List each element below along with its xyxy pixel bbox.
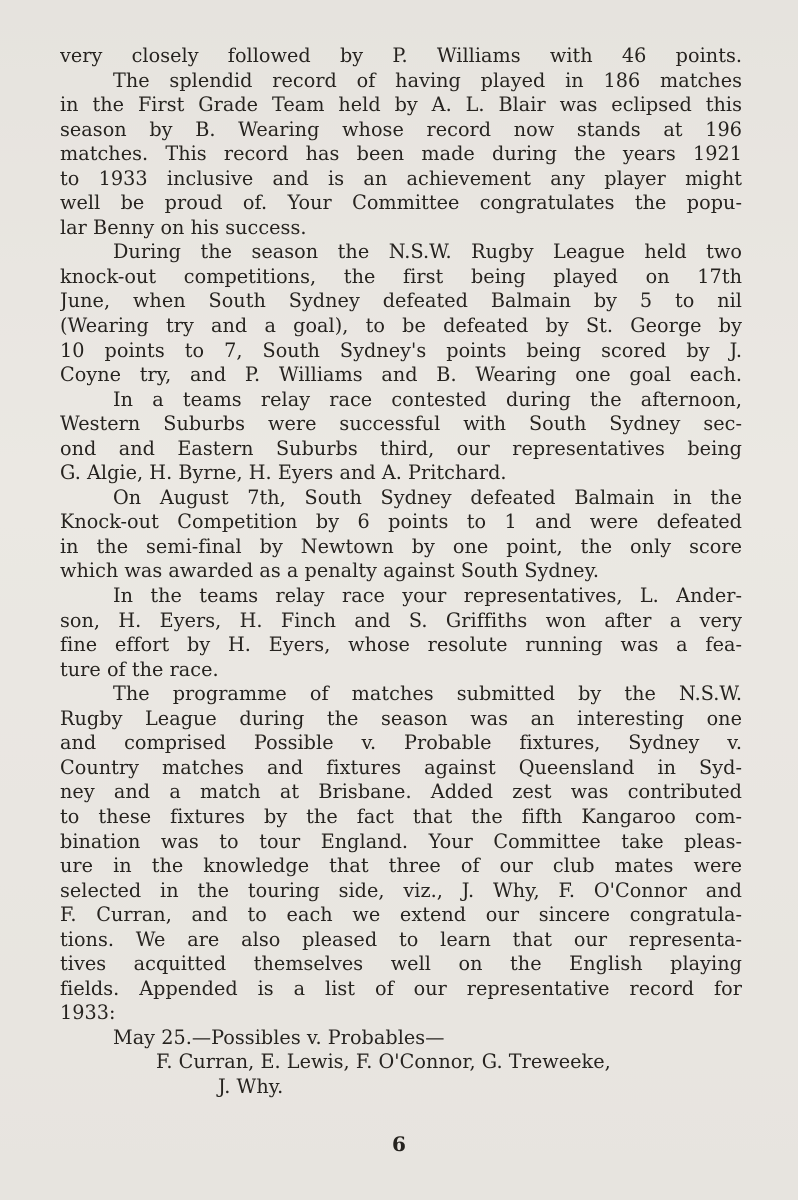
- paragraph-end-line: 1933:: [60, 1001, 116, 1025]
- text-line: tions. We are also pleased to learn that our representa-: [60, 927, 742, 951]
- paragraph-start-line: During the season the N.S.W. Rugby League held two: [113, 240, 742, 264]
- text-line: bination was to tour England. Your Committee take pleas-: [60, 829, 742, 853]
- text-line: to these fixtures by the fact that the fifth Kangaroo com-: [60, 804, 742, 828]
- text-line: Knock-out Competition by 6 points to 1 and were defeated: [60, 510, 742, 534]
- paragraph-start-line: On August 7th, South Sydney defeated Balmain in the: [113, 485, 742, 509]
- text-line: tives acquitted themselves well on the English playing: [60, 952, 742, 976]
- record-entry-names-continued: J. Why.: [218, 1074, 284, 1098]
- paragraph-start-line: In the teams relay race your representatives, L. Ander-: [113, 584, 742, 608]
- paragraph-end-line: which was awarded as a penalty against South Sydney.: [60, 559, 600, 583]
- text-line: selected in the touring side, viz., J. Why, F. O'Connor and: [60, 878, 742, 902]
- text-line: June, when South Sydney defeated Balmain by 5 to nil: [60, 289, 742, 313]
- text-line: Coyne try, and P. Williams and B. Wearing one goal each.: [60, 363, 742, 387]
- paragraph-start-line: In a teams relay race contested during the afternoon,: [113, 387, 742, 411]
- text-line: ure in the knowledge that three of our club mates were: [60, 854, 742, 878]
- text-line: Country matches and fixtures against Queensland in Syd-: [60, 755, 742, 779]
- text-line: in the First Grade Team held by A. L. Blair was eclipsed this: [60, 93, 742, 117]
- text-line: fields. Appended is a list of our representative record for: [60, 976, 742, 1000]
- text-line: matches. This record has been made during the years 1921: [60, 142, 742, 166]
- record-entry-heading: May 25.—Possibles v. Probables—: [113, 1025, 445, 1049]
- text-line: and comprised Possible v. Probable fixtures, Sydney v.: [60, 731, 742, 755]
- text-line: fine effort by H. Eyers, whose resolute running was a fea-: [60, 633, 742, 657]
- paragraph-start-line: The splendid record of having played in 186 matches: [113, 68, 742, 92]
- text-line: ney and a match at Brisbane. Added zest was contributed: [60, 780, 742, 804]
- paragraph-end-line: lar Benny on his success.: [60, 215, 307, 239]
- paragraph-end-line: G. Algie, H. Byrne, H. Eyers and A. Pritchard.: [60, 461, 507, 485]
- text-line: in the semi-final by Newtown by one point, the only score: [60, 534, 742, 558]
- text-line: knock-out competitions, the first being played on 17th: [60, 264, 742, 288]
- text-line: ond and Eastern Suburbs third, our representatives being: [60, 436, 742, 460]
- text-line: Rugby League during the season was an interesting one: [60, 706, 742, 730]
- text-line: to 1933 inclusive and is an achievement any player might: [60, 166, 742, 190]
- paragraph-end-line: ture of the race.: [60, 657, 219, 681]
- record-entry-names: F. Curran, E. Lewis, F. O'Connor, G. Treweeke,: [156, 1050, 611, 1074]
- page-number: 6: [392, 1132, 406, 1156]
- text-line: son, H. Eyers, H. Finch and S. Griffiths won after a very: [60, 608, 742, 632]
- text-line: (Wearing try and a goal), to be defeated by St. George by: [60, 314, 742, 338]
- text-line: Western Suburbs were successful with South Sydney sec-: [60, 412, 742, 436]
- text-line: 10 points to 7, South Sydney's points being scored by J.: [60, 338, 742, 362]
- text-line: well be proud of. Your Committee congratulates the popu-: [60, 191, 742, 215]
- paragraph-start-line: The programme of matches submitted by the N.S.W.: [113, 682, 742, 706]
- text-line: season by B. Wearing whose record now stands at 196: [60, 117, 742, 141]
- text-line: F. Curran, and to each we extend our sincere congratula-: [60, 903, 742, 927]
- body-text: [60, 44, 742, 1100]
- text-line: very closely followed by P. Williams with 46 points.: [60, 44, 742, 67]
